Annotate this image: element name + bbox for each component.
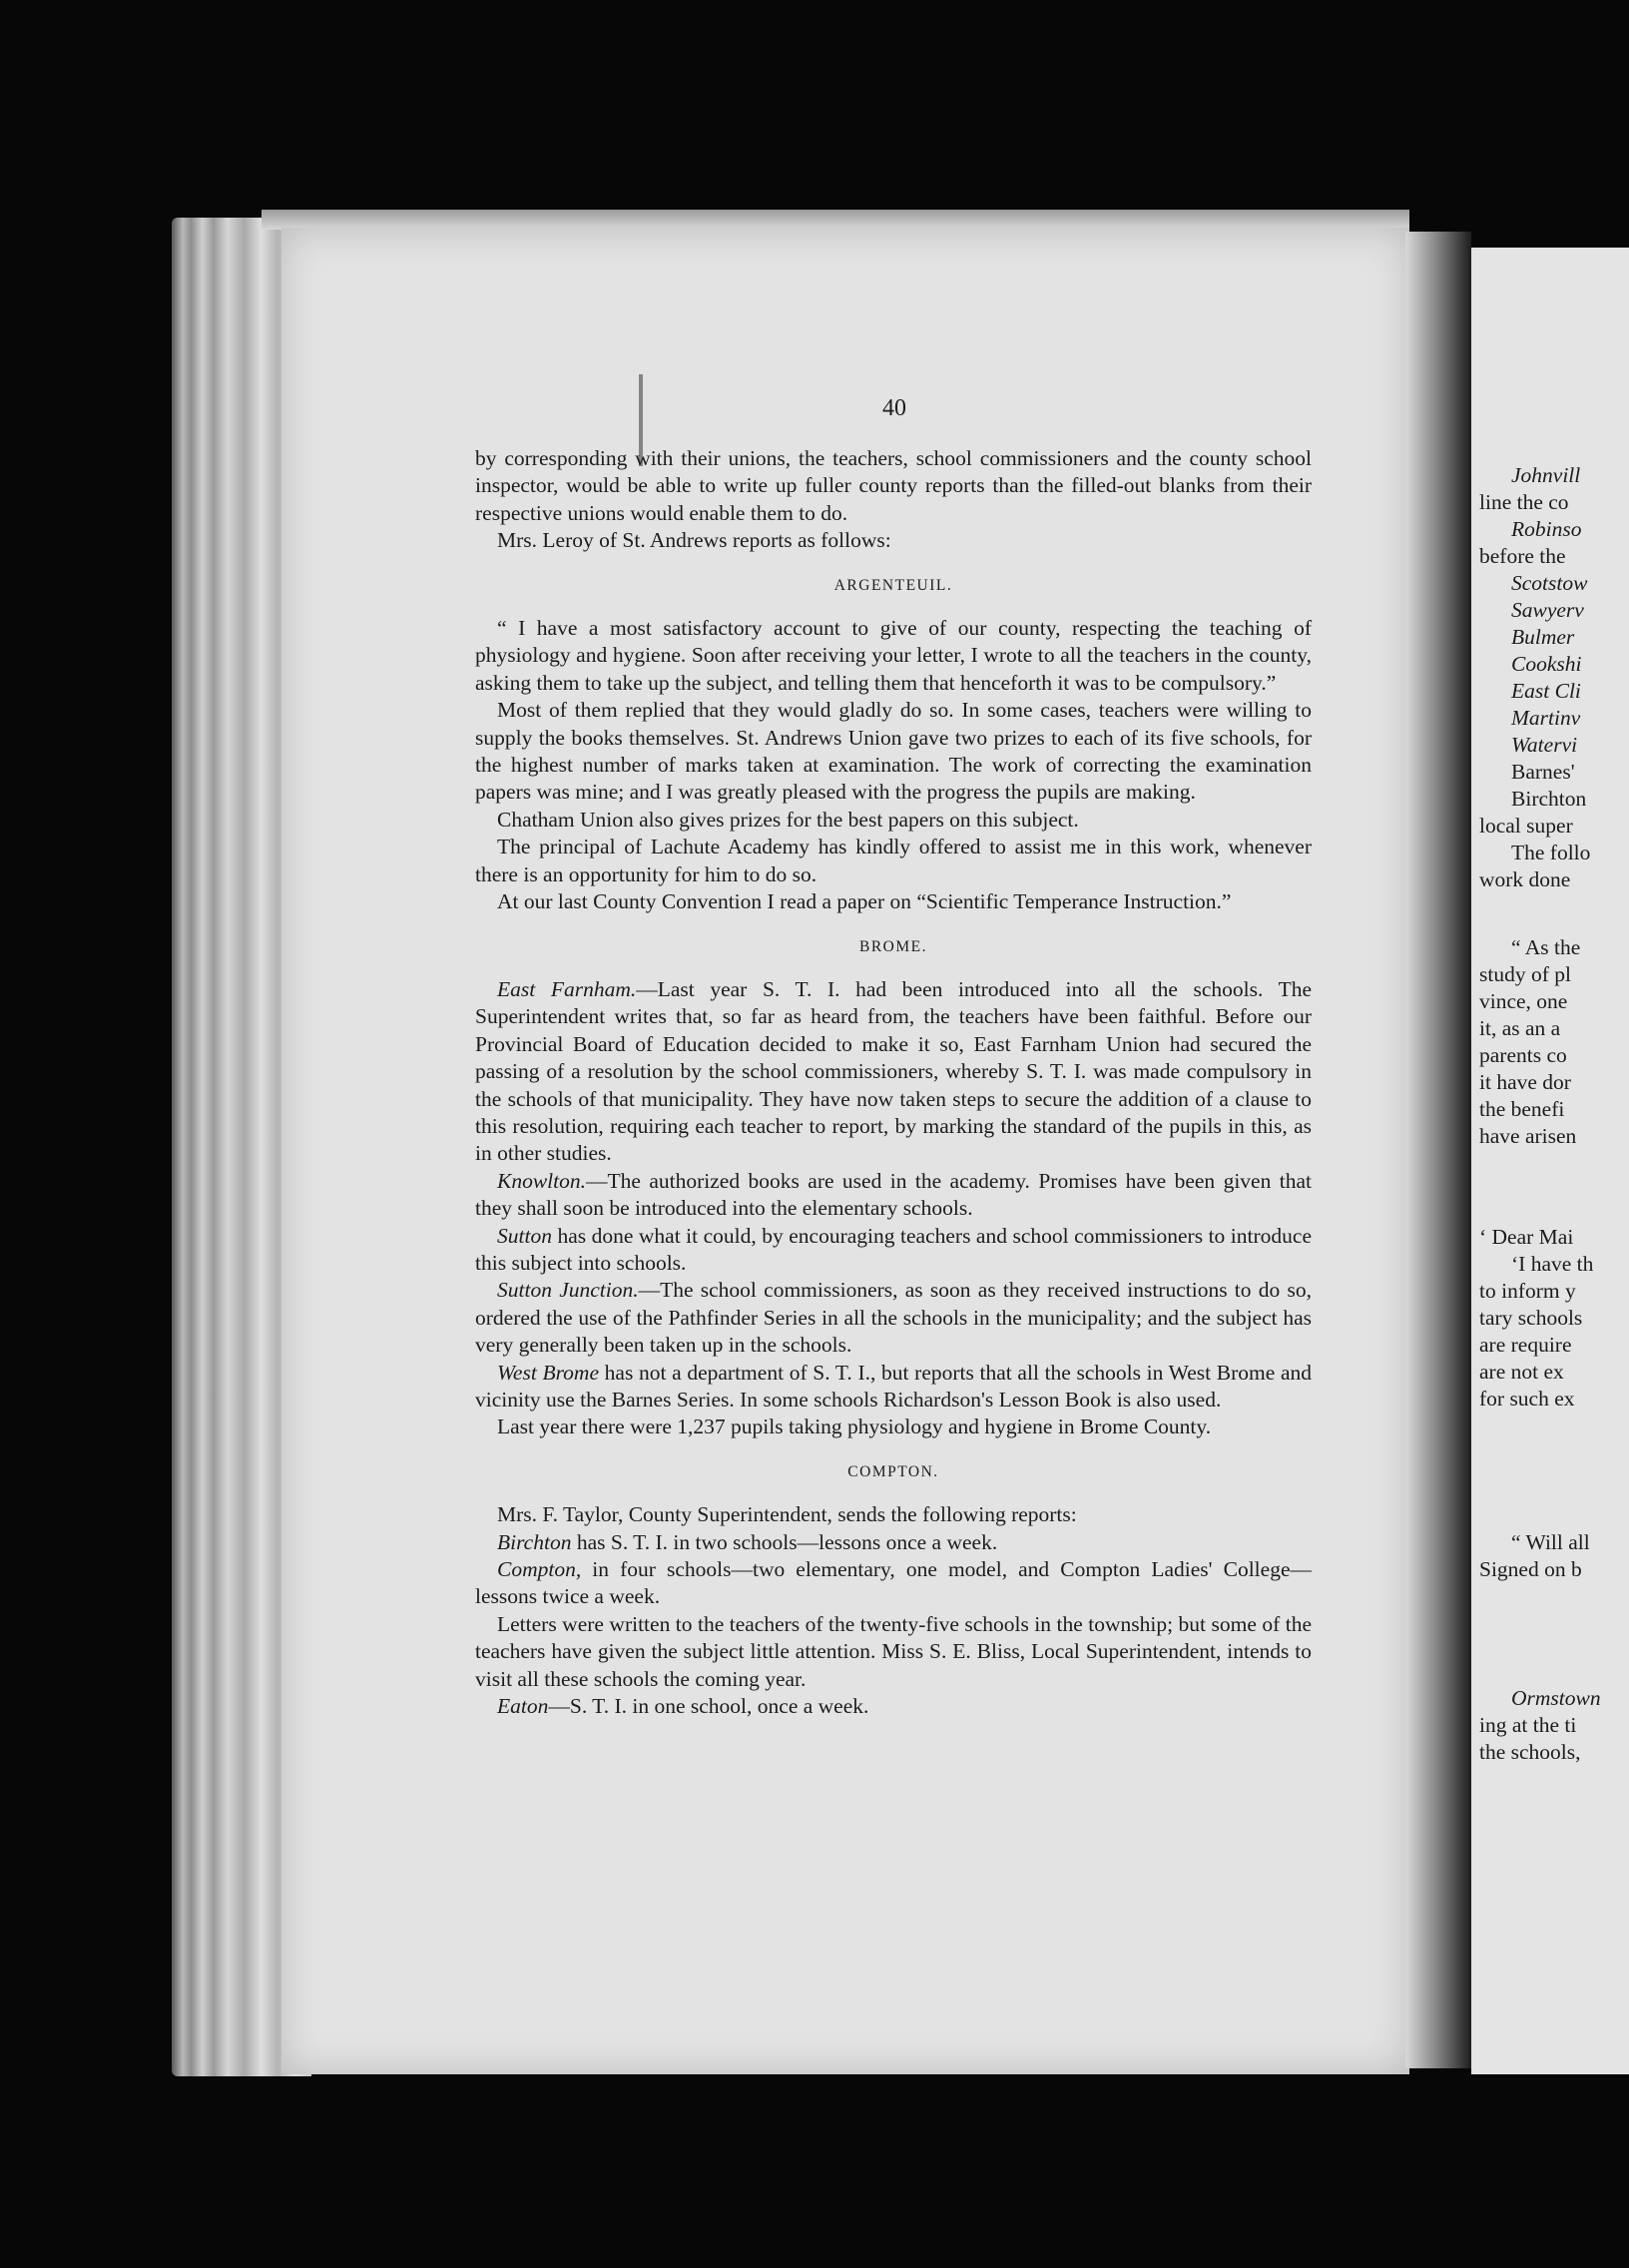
compton-entry [475,1693,1312,1720]
facing-line: are not ex [1479,1360,1564,1384]
facing-line: work done [1479,867,1571,891]
facing-line: ‘ Dear Mai [1479,1225,1574,1249]
section-heading-compton: COMPTON. [847,1462,939,1480]
facing-line: The follo [1511,841,1591,864]
brome-entry [475,1277,1312,1359]
argenteuil-paragraph: Most of them replied that they would gladly do so. In some cases, teachers were willing to supply the books themselves. St. Andrews Union gave two prizes to each of its five schools, for the highest number of marks taken at examination. The work of correcting the examination papers was mine; and I was greatly pleased with the progress the pupils are making. [475,698,1312,805]
place-name: Knowlton. [497,1168,587,1193]
place-name: West Brome [497,1360,600,1385]
brome-entry [475,1223,1312,1278]
book-top-edge [262,210,1409,230]
brome-entry [475,976,1312,1168]
facing-line: “ As the [1511,935,1581,959]
page-text [475,445,1312,1720]
facing-line: are require [1479,1333,1572,1357]
compton-letters: Letters were written to the teachers of the twenty-five schools in the township; but some of the teachers have given the subject little attention. Miss S. E. Bliss, Local Superintendent, intends to visit all these schools the coming year. [475,1611,1312,1691]
argenteuil-paragraph: Chatham Union also gives prizes for the best papers on this subject. [497,807,1079,832]
place-name: Birchton [497,1529,572,1554]
facing-line: it have dor [1479,1070,1571,1094]
facing-line: it, as an a [1479,1016,1561,1040]
facing-line: Robinso [1511,517,1582,541]
place-name: East Farnham. [497,976,637,1001]
facing-line: Cookshi [1511,652,1582,676]
book-gutter [1405,232,1471,2068]
facing-line: tary schools [1479,1306,1583,1330]
facing-line: Martinv [1511,706,1581,730]
facing-line: the benefi [1479,1097,1565,1121]
facing-line: Bulmer [1511,625,1575,649]
facing-line: Barnes' [1511,760,1575,784]
entry-text: —S. T. I. in one school, once a week. [548,1694,869,1719]
brome-entry [475,1168,1312,1223]
facing-line: Signed on b [1479,1557,1582,1581]
place-name: Compton, [497,1557,582,1582]
facing-line: vince, one [1479,989,1568,1013]
facing-line: “ Will all [1511,1530,1590,1554]
argenteuil-paragraph: “ I have a most satisfactory account to give of our county, respecting the teaching of physiology and hygiene. Soon after receiving your letter, I wrote to all the teachers in the county, asking them to take up the subject, and telling them that henceforth it was to be compulsory.” [475,616,1312,695]
facing-line: Sawyerv [1511,598,1584,622]
entry-text: has not a department of S. T. I., but reports that all the schools in West Brome and vicinity use the Barnes Series. In some schools Richardson's Lesson Book is also used. [475,1360,1313,1412]
facing-line: East Cli [1511,679,1581,703]
entry-text: —Last year S. T. I. had been introduced into all the schools. The Superintendent writes that, so far as heard from, the teachers have been faithful. Before our Provincial Board of Education decided to make it so, East Farnham Union had secured the passing of a resolution by the school commissioners, whereby S. T. I. was made compulsory in the schools of that municipality. They have now taken steps to secure the addition of a clause to this resolution, requiring each teacher to report, by marking the standard of the pupils in this, as in other studies. [475,976,1313,1166]
compton-entry [475,1529,1312,1556]
place-name: Sutton Junction. [497,1278,639,1303]
entry-text: has done what it could, by encouraging teachers and school commissioners to introduce this subject into schools. [475,1223,1312,1275]
page-number: 40 [882,395,906,421]
entry-text: in four schools—two elementary, one model, and Compton Ladies' College—lessons twice a week. [475,1557,1312,1609]
intro-paragraph: Mrs. Leroy of St. Andrews reports as follows: [497,528,891,553]
entry-text: has S. T. I. in two schools—lessons once a week. [571,1529,998,1554]
facing-line: Ormstown [1511,1686,1601,1710]
facing-line: line the co [1479,490,1569,514]
facing-line: for such ex [1479,1387,1575,1411]
section-heading-argenteuil: ARGENTEUIL. [833,576,953,594]
brome-closing: Last year there were 1,237 pupils taking physiology and hygiene in Brome County. [497,1415,1212,1439]
facing-line: Birchton [1511,787,1587,811]
facing-line: the schools, [1479,1740,1581,1764]
facing-line: before the [1479,544,1566,568]
facing-line: local super [1479,814,1573,838]
facing-line: to inform y [1479,1279,1576,1303]
entry-text: —The authorized books are used in the academy. Promises have been given that they shall soon be introduced into the elementary schools. [475,1168,1312,1221]
facing-line: parents co [1479,1043,1567,1067]
section-heading-brome: BROME. [859,937,927,955]
argenteuil-paragraph: At our last County Convention I read a paper on “Scientific Temperance Instruction.” [497,889,1232,914]
facing-line: Watervi [1511,733,1578,757]
place-name: Sutton [497,1223,552,1248]
brome-entry [475,1360,1312,1415]
facing-page [1471,248,1629,2074]
compton-intro: Mrs. F. Taylor, County Superintendent, sends the following reports: [497,1502,1077,1527]
facing-line: have arisen [1479,1124,1577,1148]
place-name: Eaton [497,1694,549,1719]
entry-text: —The school commissioners, as soon as they received instructions to do so, ordered the use of the Pathfinder Series in all the schools in the municipality; and the subject has very generally been taken up in the schools. [475,1278,1312,1358]
facing-line: ing at the ti [1479,1713,1577,1737]
facing-line: Johnvill [1511,463,1581,487]
intro-paragraph: by corresponding with their unions, the teachers, school commissioners and the county school inspector, would be able to write up fuller county reports than the filled-out blanks from their respective unions would enable them to do. [475,446,1312,525]
compton-entry [475,1556,1312,1611]
facing-line: ‘I have th [1511,1252,1594,1276]
facing-line: Scotstow [1511,571,1588,595]
argenteuil-paragraph: The principal of Lachute Academy has kindly offered to assist me in this work, whenever there is an opportunity for him to do so. [475,835,1312,886]
facing-line: study of pl [1479,962,1571,986]
